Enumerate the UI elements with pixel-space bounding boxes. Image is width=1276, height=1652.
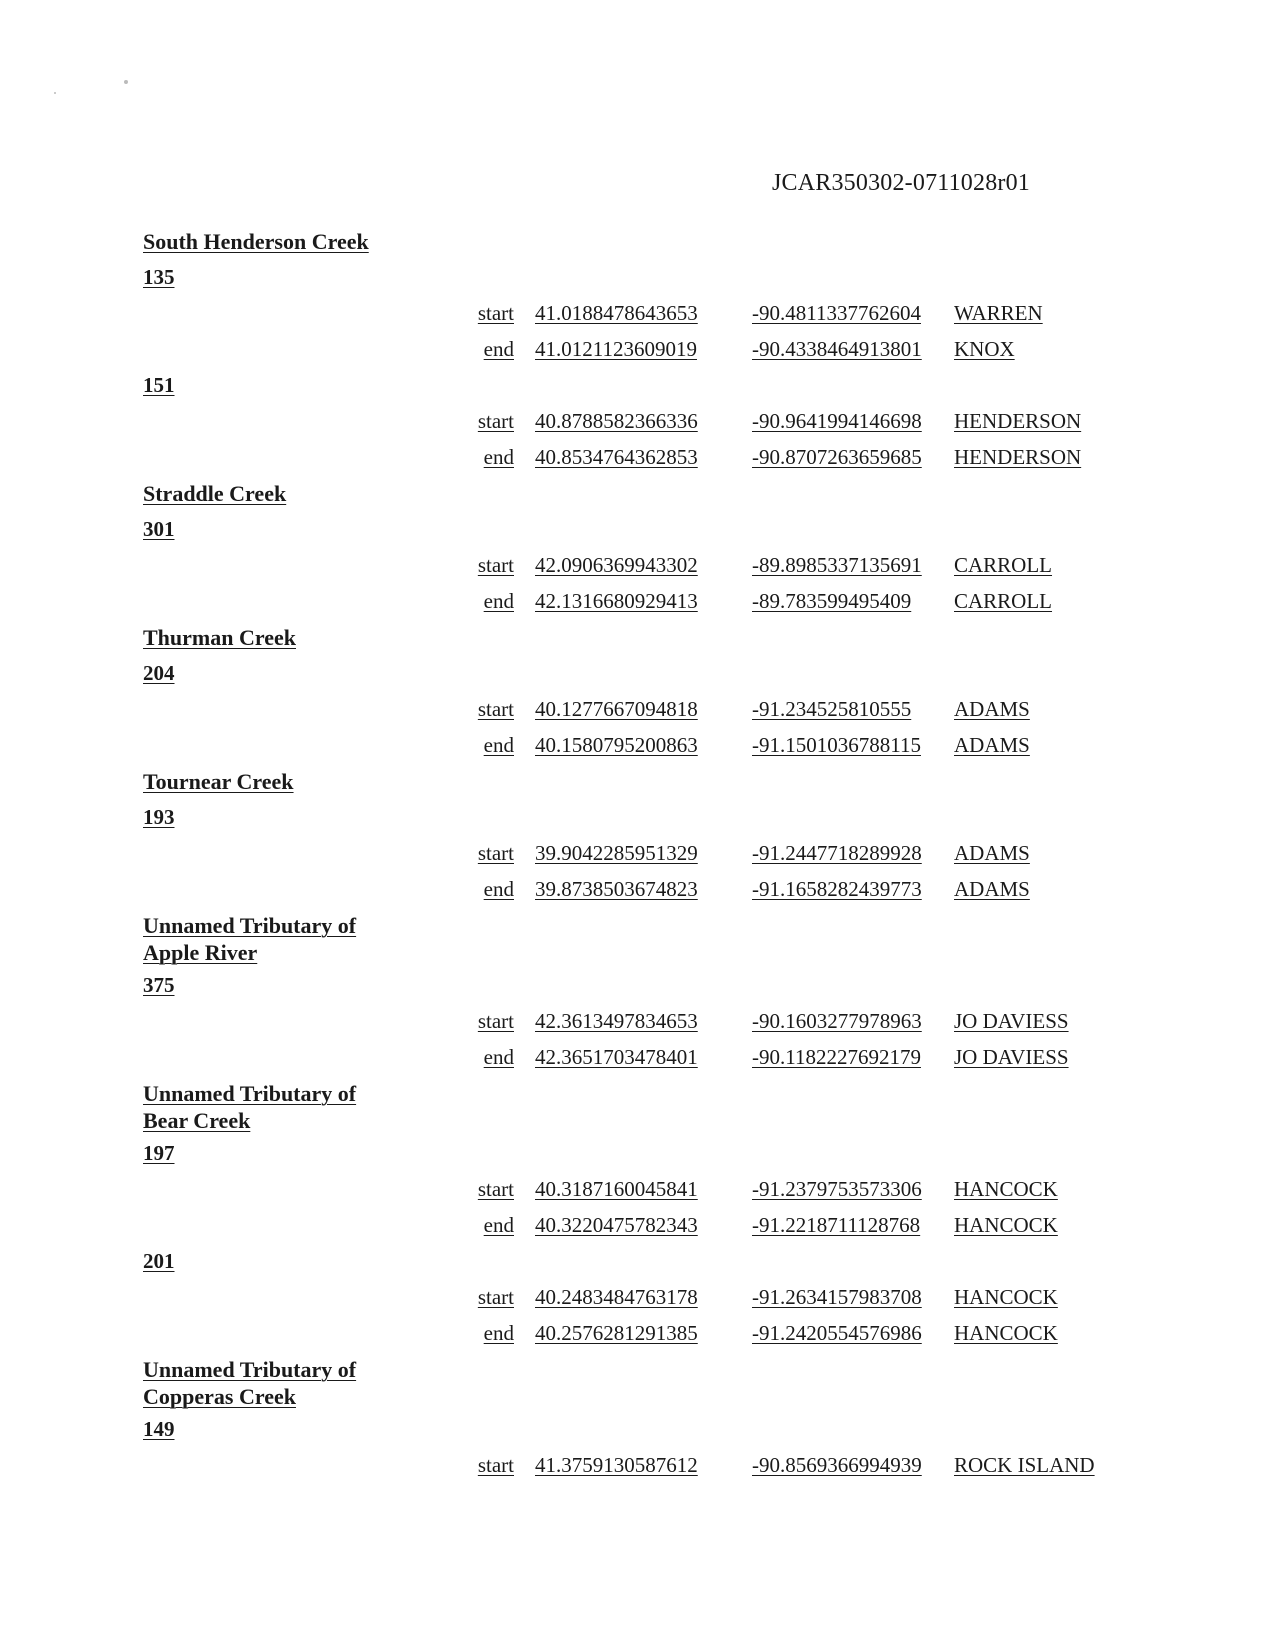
point-type: end	[483, 589, 514, 613]
coordinate-row	[0, 696, 1276, 726]
coordinate-row	[0, 1284, 1276, 1314]
county-name: CARROLL	[954, 589, 1053, 613]
latitude-value: 42.0906369943302	[535, 553, 698, 577]
county-name: HANCOCK	[954, 1285, 1058, 1309]
segment-id: 204	[143, 661, 175, 685]
creek-name: Tournear Creek	[143, 769, 294, 794]
coordinate-row	[0, 1452, 1276, 1482]
county-name: ADAMS	[954, 841, 1030, 865]
county-name: HANCOCK	[954, 1213, 1058, 1237]
county-name: WARREN	[954, 301, 1043, 325]
county-name: HANCOCK	[954, 1321, 1058, 1345]
latitude-value: 40.3187160045841	[535, 1177, 698, 1201]
latitude-value: 40.1277667094818	[535, 697, 698, 721]
longitude-value: -91.2634157983708	[752, 1285, 922, 1309]
latitude-value: 41.3759130587612	[535, 1453, 698, 1477]
latitude-value: 39.8738503674823	[535, 877, 698, 901]
coordinate-row	[0, 444, 1276, 474]
county-name: ADAMS	[954, 733, 1030, 757]
point-type: end	[483, 337, 514, 361]
longitude-value: -90.1603277978963	[752, 1009, 922, 1033]
longitude-value: -91.2218711128768	[752, 1213, 921, 1237]
point-type: end	[483, 445, 514, 469]
scan-speck	[124, 80, 128, 84]
longitude-value: -90.4338464913801	[752, 337, 922, 361]
creek-name: Straddle Creek	[143, 481, 287, 506]
coordinate-row	[0, 1008, 1276, 1038]
longitude-value: -89.783599495409	[752, 589, 912, 613]
segment-id: 135	[143, 265, 175, 289]
creek-name: South Henderson Creek	[143, 229, 369, 254]
point-type: start	[477, 1009, 514, 1033]
latitude-value: 42.1316680929413	[535, 589, 698, 613]
longitude-value: -91.1501036788115	[752, 733, 921, 757]
creek-name: Unnamed Tributary of Apple River	[143, 913, 357, 965]
coordinate-row	[0, 300, 1276, 330]
county-name: HENDERSON	[954, 409, 1082, 433]
segment-id: 201	[143, 1249, 175, 1273]
segment-id: 149	[143, 1417, 175, 1441]
longitude-value: -91.2379753573306	[752, 1177, 922, 1201]
coordinate-row	[0, 732, 1276, 762]
county-name: HANCOCK	[954, 1177, 1058, 1201]
latitude-value: 40.8534764362853	[535, 445, 698, 469]
creek-name: Thurman Creek	[143, 625, 296, 650]
point-type: start	[477, 301, 514, 325]
creek-name: Unnamed Tributary of Bear Creek	[143, 1081, 357, 1133]
point-type: start	[477, 409, 514, 433]
longitude-value: -90.1182227692179	[752, 1045, 921, 1069]
longitude-value: -90.4811337762604	[752, 301, 921, 325]
coordinate-row	[0, 1320, 1276, 1350]
coordinate-row	[0, 1212, 1276, 1242]
latitude-value: 42.3651703478401	[535, 1045, 698, 1069]
point-type: end	[483, 1213, 514, 1237]
coordinate-row	[0, 1044, 1276, 1074]
latitude-value: 40.2483484763178	[535, 1285, 698, 1309]
point-type: start	[477, 1453, 514, 1477]
latitude-value: 40.1580795200863	[535, 733, 698, 757]
point-type: start	[477, 553, 514, 577]
point-type: start	[477, 697, 514, 721]
latitude-value: 42.3613497834653	[535, 1009, 698, 1033]
latitude-value: 40.2576281291385	[535, 1321, 698, 1345]
creek-name: Unnamed Tributary of Copperas Creek	[143, 1357, 357, 1409]
county-name: JO DAVIESS	[954, 1045, 1069, 1069]
latitude-value: 39.9042285951329	[535, 841, 698, 865]
county-name: JO DAVIESS	[954, 1009, 1069, 1033]
segment-id: 375	[143, 973, 175, 997]
county-name: HENDERSON	[954, 445, 1082, 469]
point-type: end	[483, 1045, 514, 1069]
longitude-value: -90.8569366994939	[752, 1453, 922, 1477]
segment-id: 193	[143, 805, 175, 829]
longitude-value: -90.8707263659685	[752, 445, 922, 469]
coordinate-row	[0, 552, 1276, 582]
point-type: start	[477, 841, 514, 865]
latitude-value: 40.8788582366336	[535, 409, 698, 433]
county-name: KNOX	[954, 337, 1015, 361]
longitude-value: -91.2420554576986	[752, 1321, 922, 1345]
longitude-value: -90.9641994146698	[752, 409, 922, 433]
county-name: ADAMS	[954, 877, 1030, 901]
point-type: start	[477, 1285, 514, 1309]
latitude-value: 41.0188478643653	[535, 301, 698, 325]
longitude-value: -89.8985337135691	[752, 553, 922, 577]
point-type: end	[483, 1321, 514, 1345]
coordinate-row	[0, 588, 1276, 618]
county-name: CARROLL	[954, 553, 1053, 577]
point-type: end	[483, 733, 514, 757]
segment-id: 301	[143, 517, 175, 541]
longitude-value: -91.234525810555	[752, 697, 912, 721]
coordinate-row	[0, 876, 1276, 906]
coordinate-row	[0, 840, 1276, 870]
point-type: end	[483, 877, 514, 901]
point-type: start	[477, 1177, 514, 1201]
document-id: JCAR350302-0711028r01	[772, 170, 1030, 196]
longitude-value: -91.1658282439773	[752, 877, 922, 901]
latitude-value: 41.0121123609019	[535, 337, 697, 361]
coordinate-row	[0, 1176, 1276, 1206]
county-name: ROCK ISLAND	[954, 1453, 1095, 1477]
scan-speck	[54, 92, 56, 94]
county-name: ADAMS	[954, 697, 1030, 721]
coordinate-row	[0, 336, 1276, 366]
segment-id: 151	[143, 373, 175, 397]
longitude-value: -91.2447718289928	[752, 841, 922, 865]
coordinate-row	[0, 408, 1276, 438]
latitude-value: 40.3220475782343	[535, 1213, 698, 1237]
segment-id: 197	[143, 1141, 175, 1165]
